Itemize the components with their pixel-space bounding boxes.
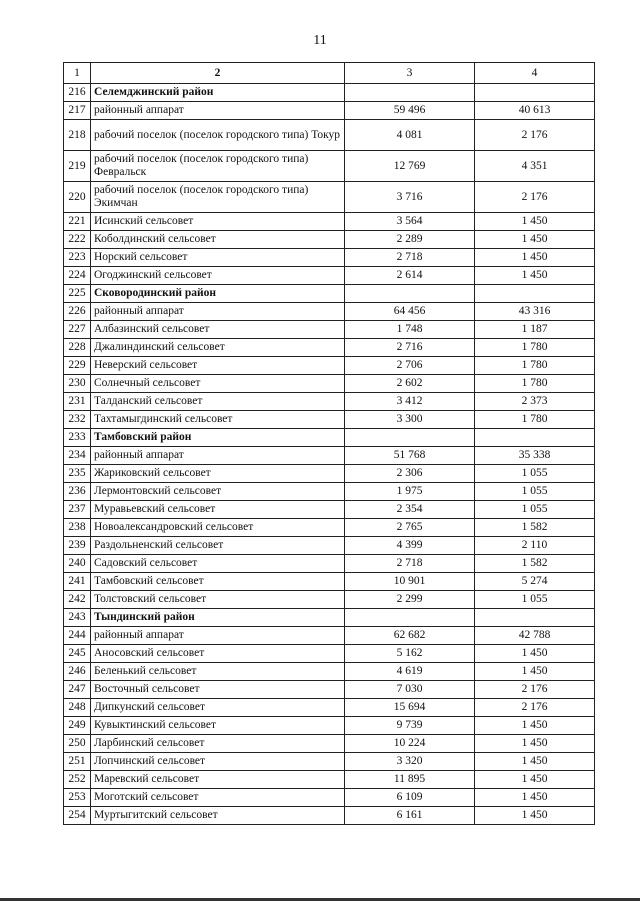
column-header: 3 (345, 63, 475, 84)
row-name: Новоалександровский сельсовет (91, 519, 345, 537)
row-name: районный аппарат (91, 102, 345, 120)
row-number: 252 (64, 771, 91, 789)
row-number: 227 (64, 321, 91, 339)
value-col4: 2 373 (475, 393, 595, 411)
value-col3: 6 109 (345, 789, 475, 807)
district-row (64, 285, 595, 303)
row-number: 228 (64, 339, 91, 357)
table-row (64, 303, 595, 321)
value-col3: 2 718 (345, 555, 475, 573)
value-col3: 51 768 (345, 447, 475, 465)
value-col3: 64 456 (345, 303, 475, 321)
value-col3: 2 765 (345, 519, 475, 537)
table-row (64, 735, 595, 753)
value-col4: 2 176 (475, 120, 595, 151)
row-name: Моготский сельсовет (91, 789, 345, 807)
value-col3: 2 354 (345, 501, 475, 519)
value-col3: 3 320 (345, 753, 475, 771)
row-name: Огоджинский сельсовет (91, 267, 345, 285)
value-col3 (345, 429, 475, 447)
table-row (64, 717, 595, 735)
row-number: 229 (64, 357, 91, 375)
value-col4: 43 316 (475, 303, 595, 321)
value-col3: 5 162 (345, 645, 475, 663)
row-number: 231 (64, 393, 91, 411)
allocation-table (63, 62, 595, 825)
row-name: Неверский сельсовет (91, 357, 345, 375)
row-number: 242 (64, 591, 91, 609)
value-col3: 2 718 (345, 249, 475, 267)
row-number: 226 (64, 303, 91, 321)
page-number: 11 (313, 33, 327, 48)
value-col3: 59 496 (345, 102, 475, 120)
value-col3: 2 602 (345, 375, 475, 393)
row-name: Тахтамыгдинский сельсовет (91, 411, 345, 429)
row-number: 249 (64, 717, 91, 735)
row-name: Исинский сельсовет (91, 213, 345, 231)
row-number: 245 (64, 645, 91, 663)
row-number: 216 (64, 84, 91, 102)
value-col4: 1 450 (475, 231, 595, 249)
row-number: 239 (64, 537, 91, 555)
row-name: районный аппарат (91, 627, 345, 645)
row-number: 218 (64, 120, 91, 151)
value-col3: 12 769 (345, 151, 475, 182)
table-row (64, 393, 595, 411)
value-col3: 9 739 (345, 717, 475, 735)
table-row (64, 102, 595, 120)
row-name: Норский сельсовет (91, 249, 345, 267)
column-header: 1 (64, 63, 91, 84)
district-row (64, 84, 595, 102)
table-row (64, 681, 595, 699)
value-col3: 6 161 (345, 807, 475, 825)
value-col3: 3 564 (345, 213, 475, 231)
row-name: Толстовский сельсовет (91, 591, 345, 609)
value-col4: 1 780 (475, 411, 595, 429)
value-col3: 2 716 (345, 339, 475, 357)
value-col3: 3 412 (345, 393, 475, 411)
table-row (64, 627, 595, 645)
value-col4: 1 780 (475, 357, 595, 375)
value-col4: 1 450 (475, 249, 595, 267)
row-number: 237 (64, 501, 91, 519)
value-col3: 2 299 (345, 591, 475, 609)
table-row (64, 267, 595, 285)
row-number: 254 (64, 807, 91, 825)
value-col4: 2 176 (475, 699, 595, 717)
row-name: рабочий поселок (поселок городского типа) Токур (91, 120, 345, 151)
value-col4: 1 450 (475, 267, 595, 285)
column-header: 2 (91, 63, 345, 84)
value-col3 (345, 84, 475, 102)
value-col4: 1 450 (475, 735, 595, 753)
value-col3: 2 614 (345, 267, 475, 285)
value-col3: 7 030 (345, 681, 475, 699)
value-col4: 1 450 (475, 753, 595, 771)
row-name: Албазинский сельсовет (91, 321, 345, 339)
row-number: 238 (64, 519, 91, 537)
row-name: Муртыгитский сельсовет (91, 807, 345, 825)
value-col4: 2 176 (475, 681, 595, 699)
table-row (64, 537, 595, 555)
row-name: рабочий поселок (поселок городского типа) Экимчан (91, 182, 345, 213)
row-name: Жариковский сельсовет (91, 465, 345, 483)
table-row (64, 483, 595, 501)
value-col3: 1 748 (345, 321, 475, 339)
table-row (64, 645, 595, 663)
row-number: 220 (64, 182, 91, 213)
table-row (64, 411, 595, 429)
table-row (64, 789, 595, 807)
value-col3: 4 619 (345, 663, 475, 681)
value-col3: 3 716 (345, 182, 475, 213)
row-name: Сковородинский район (91, 285, 345, 303)
value-col3: 62 682 (345, 627, 475, 645)
row-number: 241 (64, 573, 91, 591)
table-row (64, 120, 595, 151)
row-name: Раздольненский сельсовет (91, 537, 345, 555)
row-name: Кувыктинский сельсовет (91, 717, 345, 735)
column-header: 4 (475, 63, 595, 84)
value-col3 (345, 285, 475, 303)
row-number: 244 (64, 627, 91, 645)
table-header-row (64, 63, 595, 84)
row-number: 240 (64, 555, 91, 573)
table-row (64, 591, 595, 609)
row-number: 221 (64, 213, 91, 231)
row-number: 234 (64, 447, 91, 465)
value-col3: 4 399 (345, 537, 475, 555)
value-col4: 1 582 (475, 555, 595, 573)
value-col3: 2 706 (345, 357, 475, 375)
value-col3: 2 289 (345, 231, 475, 249)
table-row (64, 213, 595, 231)
value-col4: 1 450 (475, 717, 595, 735)
value-col4: 42 788 (475, 627, 595, 645)
table-row (64, 501, 595, 519)
value-col4: 1 187 (475, 321, 595, 339)
value-col4: 2 176 (475, 182, 595, 213)
row-number: 223 (64, 249, 91, 267)
row-name: Дипкунский сельсовет (91, 699, 345, 717)
row-number: 250 (64, 735, 91, 753)
row-name: Тамбовский район (91, 429, 345, 447)
table-row (64, 447, 595, 465)
row-name: Муравьевский сельсовет (91, 501, 345, 519)
row-number: 233 (64, 429, 91, 447)
table-row (64, 339, 595, 357)
value-col3: 4 081 (345, 120, 475, 151)
row-name: Маревский сельсовет (91, 771, 345, 789)
value-col4: 1 450 (475, 645, 595, 663)
value-col3: 1 975 (345, 483, 475, 501)
value-col4: 1 055 (475, 465, 595, 483)
row-number: 225 (64, 285, 91, 303)
value-col4: 40 613 (475, 102, 595, 120)
row-number: 247 (64, 681, 91, 699)
district-row (64, 609, 595, 627)
value-col4: 1 582 (475, 519, 595, 537)
value-col4: 4 351 (475, 151, 595, 182)
row-name: Лермонтовский сельсовет (91, 483, 345, 501)
value-col4: 1 450 (475, 663, 595, 681)
table-row (64, 753, 595, 771)
row-name: Садовский сельсовет (91, 555, 345, 573)
row-name: Лопчинский сельсовет (91, 753, 345, 771)
row-number: 222 (64, 231, 91, 249)
value-col4: 1 450 (475, 771, 595, 789)
row-number: 224 (64, 267, 91, 285)
table-row (64, 807, 595, 825)
value-col3: 11 895 (345, 771, 475, 789)
row-number: 253 (64, 789, 91, 807)
value-col4: 2 110 (475, 537, 595, 555)
row-name: Джалиндинский сельсовет (91, 339, 345, 357)
row-name: Тамбовский сельсовет (91, 573, 345, 591)
table-row (64, 357, 595, 375)
table-row (64, 465, 595, 483)
row-number: 232 (64, 411, 91, 429)
table-row (64, 375, 595, 393)
row-name: Ларбинский сельсовет (91, 735, 345, 753)
value-col4: 1 055 (475, 483, 595, 501)
table-row (64, 771, 595, 789)
row-number: 217 (64, 102, 91, 120)
table-row (64, 182, 595, 213)
row-name: Беленький сельсовет (91, 663, 345, 681)
row-number: 235 (64, 465, 91, 483)
page-bottom-edge (0, 898, 640, 901)
row-number: 251 (64, 753, 91, 771)
row-number: 246 (64, 663, 91, 681)
value-col3: 3 300 (345, 411, 475, 429)
row-name: рабочий поселок (поселок городского типа) Февральск (91, 151, 345, 182)
value-col4: 1 450 (475, 789, 595, 807)
table-row (64, 663, 595, 681)
table-row (64, 151, 595, 182)
value-col3: 15 694 (345, 699, 475, 717)
value-col4: 1 780 (475, 375, 595, 393)
value-col3: 10 901 (345, 573, 475, 591)
row-number: 248 (64, 699, 91, 717)
row-number: 219 (64, 151, 91, 182)
table-row (64, 555, 595, 573)
row-name: Аносовский сельсовет (91, 645, 345, 663)
row-number: 243 (64, 609, 91, 627)
table-row (64, 573, 595, 591)
row-name: Солнечный сельсовет (91, 375, 345, 393)
row-name: Селемджинский район (91, 84, 345, 102)
value-col4 (475, 84, 595, 102)
row-number: 236 (64, 483, 91, 501)
value-col3: 2 306 (345, 465, 475, 483)
table-row (64, 231, 595, 249)
value-col4 (475, 285, 595, 303)
row-number: 230 (64, 375, 91, 393)
table-row (64, 699, 595, 717)
row-name: Талданский сельсовет (91, 393, 345, 411)
row-name: Восточный сельсовет (91, 681, 345, 699)
value-col4: 1 450 (475, 807, 595, 825)
value-col3 (345, 609, 475, 627)
table-row (64, 519, 595, 537)
value-col4: 1 055 (475, 501, 595, 519)
value-col4 (475, 609, 595, 627)
district-row (64, 429, 595, 447)
value-col4: 35 338 (475, 447, 595, 465)
row-name: Коболдинский сельсовет (91, 231, 345, 249)
value-col4 (475, 429, 595, 447)
value-col4: 1 450 (475, 213, 595, 231)
row-name: районный аппарат (91, 303, 345, 321)
value-col4: 1 780 (475, 339, 595, 357)
table-row (64, 249, 595, 267)
table-row (64, 321, 595, 339)
value-col4: 5 274 (475, 573, 595, 591)
value-col3: 10 224 (345, 735, 475, 753)
value-col4: 1 055 (475, 591, 595, 609)
row-name: районный аппарат (91, 447, 345, 465)
row-name: Тындинский район (91, 609, 345, 627)
